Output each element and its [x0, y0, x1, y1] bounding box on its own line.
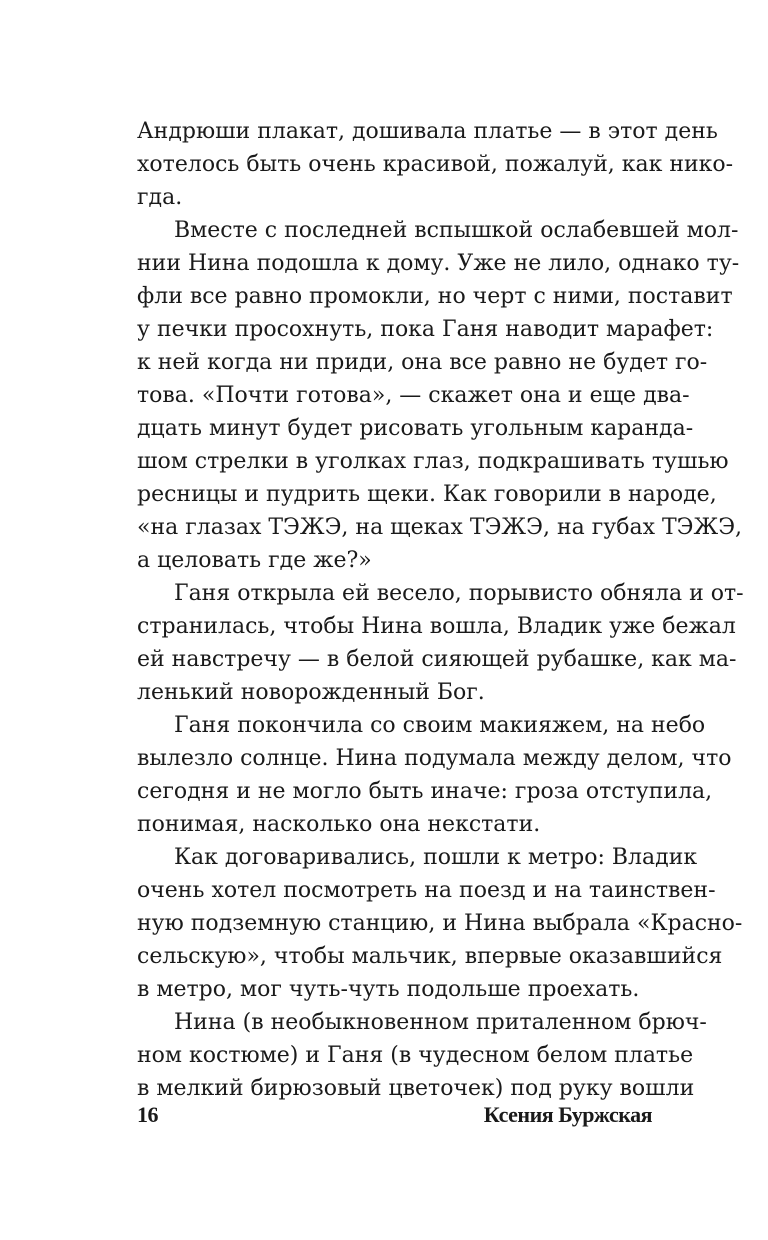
- text-line: хотелось быть очень красивой, пожалуй, как нико-: [137, 152, 734, 177]
- text-line: странилась, чтобы Нина вошла, Владик уже бежал: [137, 614, 736, 639]
- text-line: понимая, насколько она некстати.: [137, 812, 541, 837]
- text-line: нии Нина подошла к дому. Уже не лило, однако ту-: [137, 251, 740, 276]
- text-line: Андрюши плакат, дошивала платье — в этот день: [137, 119, 718, 144]
- text-line: сельскую», чтобы мальчик, впервые оказавшийся: [137, 944, 723, 969]
- text-line: вылезло солнце. Нина подумала между делом, что: [137, 746, 732, 771]
- paragraph: [137, 577, 744, 709]
- text-line: Ганя открыла ей весело, порывисто обняла и от-: [174, 581, 744, 606]
- text-line: Ганя покончила со своим макияжем, на небо: [174, 713, 706, 738]
- paragraph: [137, 214, 743, 577]
- text-line: гда.: [137, 185, 183, 210]
- text-line: ную подземную станцию, и Нина выбрала «Красно-: [137, 911, 743, 936]
- text-line: фли все равно промокли, но черт с ними, поставит: [137, 284, 733, 309]
- paragraph: [137, 115, 734, 214]
- text-line: ресницы и пудрить щеки. Как говорили в народе,: [137, 482, 717, 507]
- text-line: «на глазах ТЭЖЭ, на щеках ТЭЖЭ, на губах ТЭЖЭ,: [137, 515, 743, 540]
- paragraph: [137, 709, 732, 841]
- text-line: Как договаривались, пошли к метро: Владик: [174, 845, 698, 870]
- text-line: в метро, мог чуть-чуть подольше проехать.: [137, 977, 640, 1002]
- running-author: Ксения Буржская: [483, 1102, 652, 1127]
- text-line: дцать минут будет рисовать угольным каранда-: [137, 416, 694, 441]
- text-line: Вместе с последней вспышкой ослабевшей мол-: [174, 218, 739, 243]
- text-line: това. «Почти готова», — скажет она и еще два-: [137, 383, 690, 408]
- paragraph: [137, 1006, 707, 1105]
- text-line: ленький новорожденный Бог.: [137, 680, 485, 705]
- text-line: а целовать где же?»: [137, 548, 372, 573]
- text-line: шом стрелки в уголках глаз, подкрашивать тушью: [137, 449, 729, 474]
- paragraph: [137, 841, 743, 1006]
- text-line: сегодня и не могло быть иначе: гроза отступила,: [137, 779, 713, 804]
- page-number: 16: [137, 1102, 158, 1127]
- text-line: Нина (в необыкновенном приталенном брюч-: [174, 1010, 707, 1035]
- text-line: у печки просохнуть, пока Ганя наводит марафет:: [137, 317, 714, 342]
- body-text: [137, 115, 744, 1105]
- text-line: очень хотел посмотреть на поезд и на таинствен-: [137, 878, 716, 903]
- text-line: ном костюме) и Ганя (в чудесном белом платье: [137, 1043, 694, 1068]
- text-line: в мелкий бирюзовый цветочек) под руку вошли: [137, 1076, 695, 1101]
- text-line: к ней когда ни приди, она все равно не будет го-: [137, 350, 708, 375]
- text-line: ей навстречу — в белой сияющей рубашке, как ма-: [137, 647, 737, 672]
